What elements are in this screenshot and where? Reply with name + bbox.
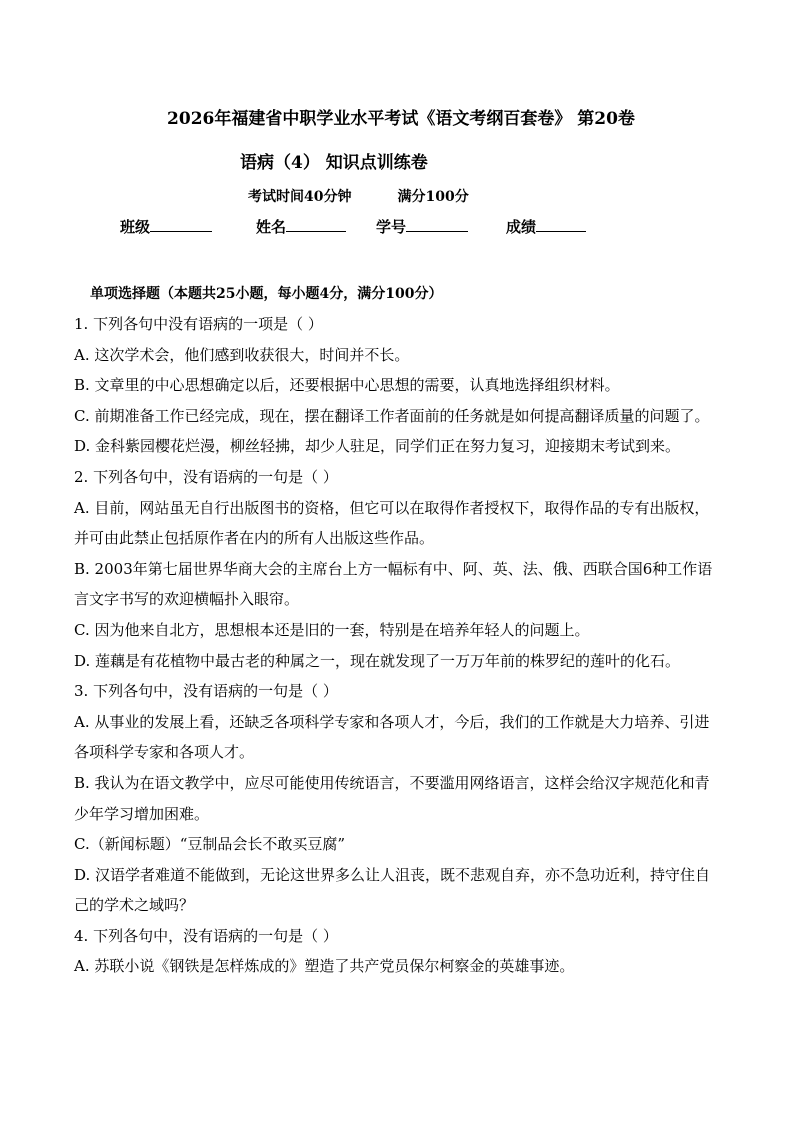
question-stem: 3. 下列各句中，没有语病的一句是（ ） xyxy=(74,682,338,701)
exam-title: 2026年福建省中职学业水平考试《语文考纲百套卷》 第20卷 xyxy=(167,109,635,129)
name-label: 姓名 xyxy=(256,218,287,236)
exam-time: 考试时间40分钟 xyxy=(248,189,352,205)
id-blank xyxy=(406,217,468,232)
question-option: A. 目前，网站虽无自行出版图书的资格，但它可以在取得作者授权下，取得作品的专有出版权，并可由此禁止包括原作者在内的所有人出版这些作品。 xyxy=(74,498,710,548)
question-option: B. 2003年第七届世界华商大会的主席台上方一幅标有中、阿、英、法、俄、西联合国6种工作语言文字书写的欢迎横幅扑入眼帘。 xyxy=(74,559,713,609)
grade-field xyxy=(506,216,586,237)
question-option: D. 莲藕是有花植物中最古老的种属之一，现在就发现了一万万年前的株罗纪的莲叶的化石。 xyxy=(74,651,681,670)
name-blank xyxy=(286,217,346,232)
question-stem: 2. 下列各句中，没有语病的一句是（ ） xyxy=(74,467,338,486)
id-label: 学号 xyxy=(376,218,407,236)
question-option: C. 前期准备工作已经完成，现在，摆在翻译工作者面前的任务就是如何提高翻译质量的问题了。 xyxy=(74,406,710,425)
question-option: D. 汉语学者难道不能做到，无论这世界多么让人沮丧，既不悲观自弃，亦不急功近利，持守住自己的学术之域吗？ xyxy=(74,865,711,915)
student-info-fields xyxy=(120,216,586,237)
exam-meta xyxy=(248,186,469,206)
question-option: A. 从事业的发展上看，还缺乏各项科学专家和各项人才，今后，我们的工作就是大力培养、引进各项科学专家和各项人才。 xyxy=(74,712,710,762)
question-option: B. 我认为在语文教学中，应尽可能使用传统语言，不要滥用网络语言，这样会给汉字规范化和青少年学习增加困难。 xyxy=(74,773,710,823)
question-stem: 4. 下列各句中，没有语病的一句是（ ） xyxy=(74,926,338,945)
question-option: B. 文章里的中心思想确定以后，还要根据中心思想的需要，认真地选择组织材料。 xyxy=(74,376,620,395)
section-heading: 单项选择题（本题共25小题，每小题4分，满分100分） xyxy=(90,286,443,302)
exam-subtitle: 语病（4） 知识点训练卷 xyxy=(240,153,428,173)
class-blank xyxy=(150,217,212,232)
question-option: A. 这次学术会，他们感到收获很大，时间并不长。 xyxy=(74,345,410,364)
name-field xyxy=(256,216,346,237)
question-stem: 1. 下列各句中没有语病的一项是（ ） xyxy=(74,315,323,333)
id-field xyxy=(376,216,468,237)
question-option: C.（新闻标题）“豆制品会长不敢买豆腐” xyxy=(74,835,346,854)
question-option: C. 因为他来自北方，思想根本还是旧的一套，特别是在培养年轻人的问题上。 xyxy=(74,620,590,639)
grade-blank xyxy=(536,217,586,232)
class-field xyxy=(120,216,212,237)
class-label: 班级 xyxy=(120,218,151,236)
question-option: A. 苏联小说《钢铁是怎样炼成的》塑造了共产党员保尔柯察金的英雄事迹。 xyxy=(74,957,575,976)
grade-label: 成绩 xyxy=(506,218,537,236)
question-option: D. 金科紫园樱花烂漫，柳丝轻拂，却少人驻足，同学们正在努力复习，迎接期末考试到来。 xyxy=(74,437,681,456)
question-list xyxy=(74,309,722,982)
exam-score: 满分100分 xyxy=(397,189,469,205)
